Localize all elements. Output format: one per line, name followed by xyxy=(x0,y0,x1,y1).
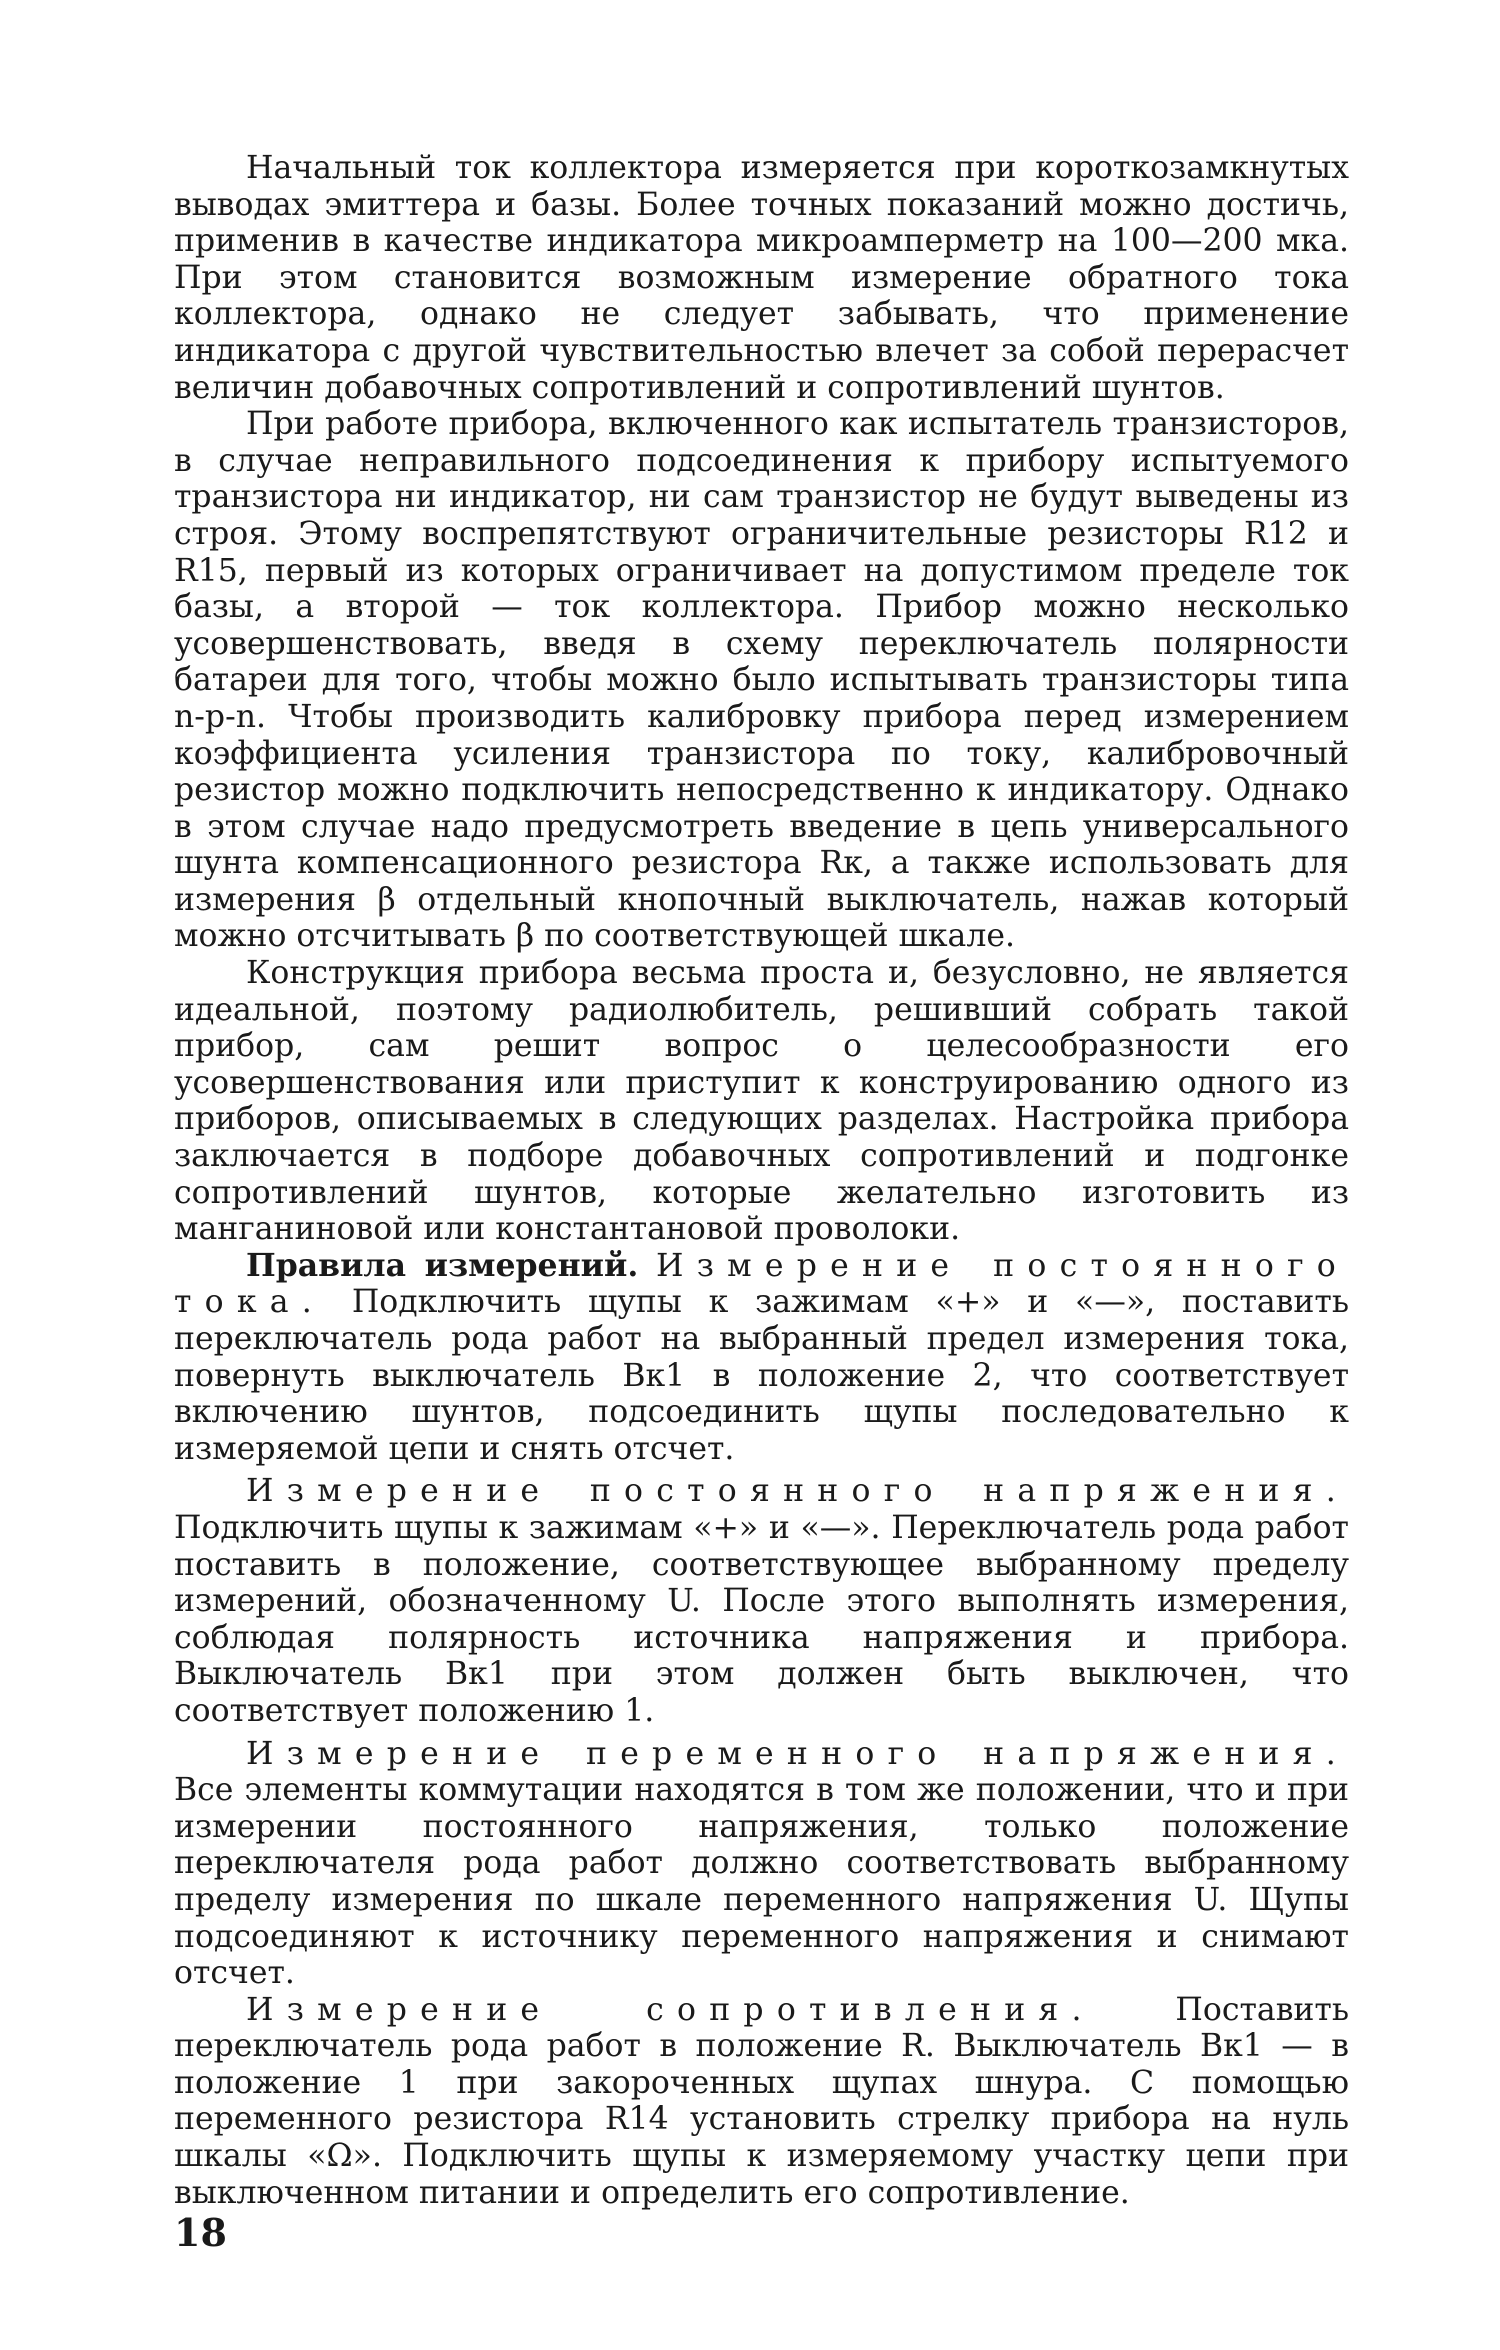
paragraph-transistor-tester: При работе прибора, включенного как испытатель транзисторов, в случае неправильного подсоединения к прибору испытуемого транзистора ни индикатор, ни сам транзистор не будут выведены из строя. Этому воспрепятствуют ограничительные резисторы R12 и R15, первый из которых ограничивает на допустимом пределе ток базы, а второй — ток коллектора. Прибор можно несколько усовершенствовать, введя в схему переключатель полярности батареи для того, чтобы можно было испытывать транзисторы типа n-p-n. Чтобы производить калибровку прибора перед измерением коэффициента усиления транзистора по току, калибровочный резистор можно подключить непосредственно к индикатору. Однако в этом случае надо предусмотреть введение в цепь универсального шунта компенсационного резистора Rк, а также использовать для измерения β отдельный кнопочный выключатель, нажав который можно отсчитывать β по соответствующей шкале. xyxy=(174,406,1349,955)
section-ac-voltage xyxy=(174,1736,1349,1992)
section-dc-voltage xyxy=(174,1473,1349,1729)
resistance-text: Поставить переключатель рода работ в положение R. Выключатель Вк1 — в положение 1 при закороченных щупах шнура. С помощью переменного резистора R14 установить стрелку прибора на нуль шкалы «Ω». Подключить щупы к измеряемому участку цепи при выключенном питании и определить его сопротивление. xyxy=(174,1991,1349,2211)
ac-voltage-title: Измерение переменного напряжения. xyxy=(246,1735,1349,1772)
rules-heading: Правила измерений. xyxy=(246,1246,639,1284)
ac-voltage-text: Все элементы коммутации находятся в том же положении, что и при измерении постоянного напряжения, только положение переключателя рода работ должно соответствовать выбранному пределу измерения по шкале переменного напряжения U. Щупы подсоединяют к источнику переменного напряжения и снимают отсчет. xyxy=(174,1772,1349,1992)
paragraph-initial-collector-current: Начальный ток коллектора измеряется при короткозамкнутых выводах эмиттера и базы. Более точных показаний можно достичь, применив в качестве индикатора микроамперметр на 100—200 мка. При этом становится возможным измерение обратного тока коллектора, однако не следует забывать, что применение индикатора с другой чувствительностью влечет за собой перерасчет величин добавочных сопротивлений и сопротивлений шунтов. xyxy=(174,150,1349,406)
page-number: 18 xyxy=(174,2210,227,2255)
resistance-title: Измерение сопротивления. xyxy=(246,1991,1095,2028)
dc-current-text: Подключить щупы к зажимам «+» и «—», поставить переключатель рода работ на выбранный предел измерения тока, повернуть выключатель Вк1 в положение 2, что соответствует включению шунтов, подсоединить щупы последовательно к измеряемой цепи и снять отсчет. xyxy=(174,1284,1349,1467)
dc-voltage-text: Подключить щупы к зажимам «+» и «—». Переключатель рода работ поставить в положение, соответствующее выбранному пределу измерений, обозначенному U. После этого выполнять измерения, соблюдая полярность источника напряжения и прибора. Выключатель Вк1 при этом должен быть выключен, что соответствует положению 1. xyxy=(174,1509,1349,1729)
section-dc-current xyxy=(174,1248,1349,1468)
page-body xyxy=(174,150,1349,2211)
paragraph-construction: Конструкция прибора весьма проста и, безусловно, не является идеальной, поэтому радиолюбитель, решивший собрать такой прибор, сам решит вопрос о целесообразности его усовершенствования или приступит к конструированию одного из приборов, описываемых в следующих разделах. Настройка прибора заключается в подборе добавочных сопротивлений и подгонке сопротивлений шунтов, которые желательно изготовить из манганиновой или константановой проволоки. xyxy=(174,955,1349,1248)
dc-current-title: Измерение постоянного тока. xyxy=(174,1247,1349,1321)
dc-voltage-title: Измерение постоянного напряжения. xyxy=(246,1473,1349,1510)
section-resistance xyxy=(174,1992,1349,2212)
